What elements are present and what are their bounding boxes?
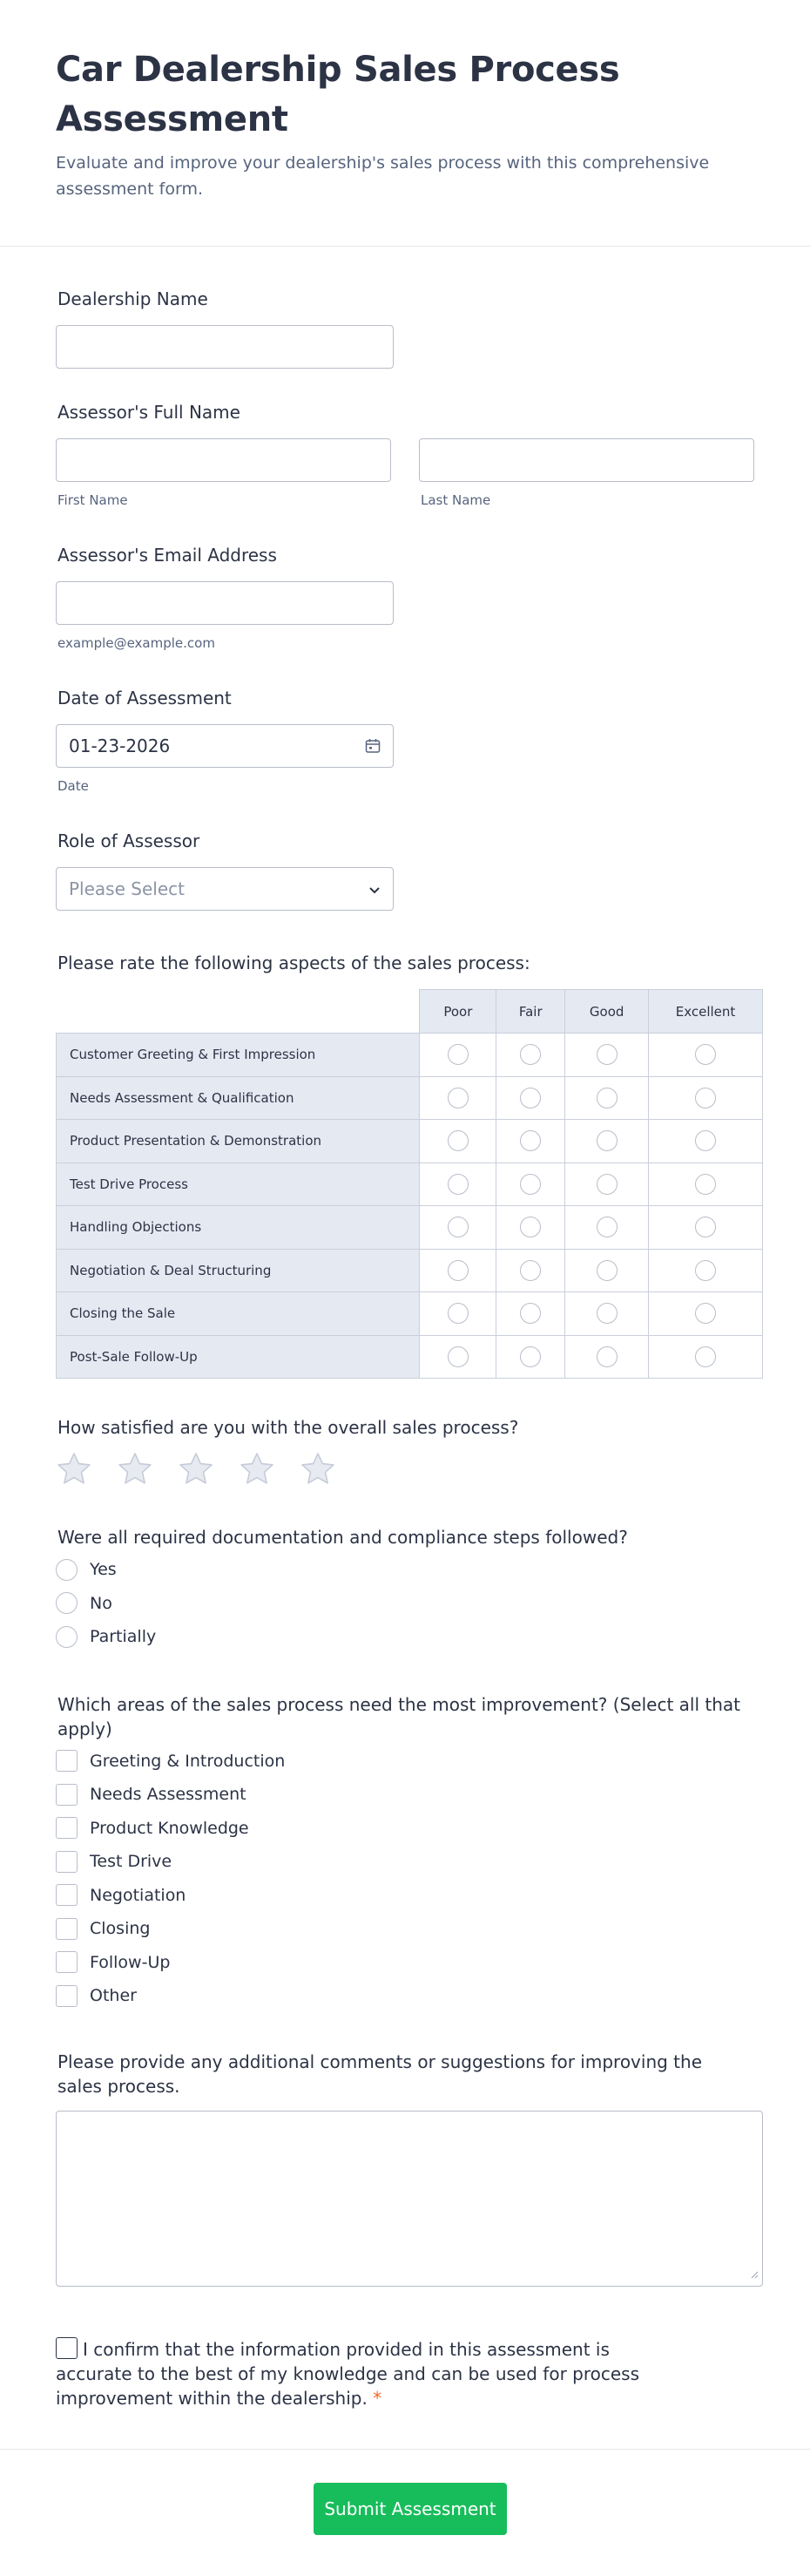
checkbox[interactable] bbox=[56, 1985, 78, 2007]
option-label: Greeting & Introduction bbox=[90, 1751, 286, 1771]
option-label: Closing bbox=[90, 1919, 151, 1939]
comments-textarea[interactable] bbox=[56, 2111, 763, 2287]
dealership-label: Dealership Name bbox=[57, 288, 208, 309]
improvement-options bbox=[56, 1745, 754, 2013]
date-field bbox=[56, 686, 754, 794]
radio-button[interactable] bbox=[56, 1592, 78, 1614]
rating-matrix-field bbox=[56, 951, 754, 1379]
form-header bbox=[0, 0, 810, 247]
improvement-field bbox=[56, 1692, 754, 2013]
calendar-icon[interactable] bbox=[365, 738, 381, 754]
assessor-name-field bbox=[56, 400, 754, 508]
matrix-radio[interactable] bbox=[448, 1174, 469, 1195]
matrix-radio[interactable] bbox=[448, 1260, 469, 1281]
matrix-row-label: Customer Greeting & First Impression bbox=[57, 1034, 420, 1077]
improvement-option[interactable] bbox=[56, 1946, 754, 1980]
documentation-label: Were all required documentation and compliance steps followed? bbox=[57, 1527, 628, 1548]
first-name-sublabel: First Name bbox=[57, 492, 128, 508]
matrix-radio[interactable] bbox=[448, 1303, 469, 1324]
matrix-radio[interactable] bbox=[597, 1088, 618, 1108]
confirm-field bbox=[56, 2337, 754, 2410]
matrix-radio[interactable] bbox=[520, 1217, 541, 1237]
matrix-radio[interactable] bbox=[597, 1346, 618, 1367]
matrix-radio[interactable] bbox=[695, 1044, 716, 1065]
matrix-row-label: Needs Assessment & Qualification bbox=[57, 1076, 420, 1120]
checkbox[interactable] bbox=[56, 1918, 78, 1940]
matrix-radio[interactable] bbox=[597, 1260, 618, 1281]
matrix-row bbox=[57, 1163, 763, 1206]
matrix-radio[interactable] bbox=[695, 1346, 716, 1367]
improvement-option[interactable] bbox=[56, 1879, 754, 1913]
matrix-radio[interactable] bbox=[520, 1088, 541, 1108]
matrix-col-header: Excellent bbox=[649, 990, 763, 1034]
matrix-row bbox=[57, 1120, 763, 1163]
role-field bbox=[56, 829, 754, 911]
matrix-radio[interactable] bbox=[520, 1303, 541, 1324]
matrix-radio[interactable] bbox=[695, 1130, 716, 1151]
matrix-radio[interactable] bbox=[597, 1130, 618, 1151]
matrix-radio[interactable] bbox=[597, 1044, 618, 1065]
star-icon[interactable] bbox=[239, 1452, 275, 1487]
last-name-sublabel: Last Name bbox=[421, 492, 491, 508]
matrix-radio[interactable] bbox=[520, 1260, 541, 1281]
documentation-options bbox=[56, 1553, 754, 1654]
documentation-field bbox=[56, 1525, 754, 1654]
matrix-row-label: Closing the Sale bbox=[57, 1292, 420, 1336]
date-value: 01-23-2026 bbox=[69, 736, 171, 756]
dealership-field bbox=[56, 287, 754, 369]
star-rating bbox=[56, 1452, 754, 1487]
matrix-row-label: Product Presentation & Demonstration bbox=[57, 1120, 420, 1163]
email-sublabel: example@example.com bbox=[57, 635, 215, 651]
matrix-col-header: Fair bbox=[496, 990, 565, 1034]
confirm-text bbox=[56, 2337, 683, 2410]
option-label: Yes bbox=[90, 1560, 117, 1580]
required-mark: * bbox=[373, 2387, 382, 2409]
checkbox[interactable] bbox=[56, 1851, 78, 1873]
matrix-row-label: Handling Objections bbox=[57, 1206, 420, 1250]
rating-matrix bbox=[56, 989, 763, 1379]
matrix-radio[interactable] bbox=[695, 1260, 716, 1281]
matrix-radio[interactable] bbox=[520, 1346, 541, 1367]
matrix-row bbox=[57, 1292, 763, 1336]
option-label: Other bbox=[90, 1986, 137, 2006]
matrix-row bbox=[57, 1249, 763, 1292]
satisfaction-label: How satisfied are you with the overall sales process? bbox=[57, 1417, 519, 1438]
matrix-radio[interactable] bbox=[597, 1174, 618, 1195]
star-icon[interactable] bbox=[56, 1452, 92, 1487]
checkbox[interactable] bbox=[56, 1951, 78, 1973]
email-input[interactable] bbox=[56, 581, 394, 625]
date-label: Date of Assessment bbox=[57, 688, 232, 708]
form-subtitle: Evaluate and improve your dealership's sales process with this comprehensive assessment form. bbox=[56, 153, 710, 199]
option-label: Follow-Up bbox=[90, 1952, 171, 1972]
matrix-row-label: Test Drive Process bbox=[57, 1163, 420, 1206]
matrix-row-label: Post-Sale Follow-Up bbox=[57, 1335, 420, 1379]
matrix-col-header: Good bbox=[565, 990, 649, 1034]
checkbox[interactable] bbox=[56, 1884, 78, 1906]
documentation-option[interactable] bbox=[56, 1553, 754, 1587]
improvement-option[interactable] bbox=[56, 1979, 754, 2013]
role-select[interactable] bbox=[56, 867, 394, 911]
comments-field bbox=[56, 2050, 754, 2287]
radio-button[interactable] bbox=[56, 1559, 78, 1581]
assessor-name-label: Assessor's Full Name bbox=[57, 402, 240, 423]
checkbox[interactable] bbox=[56, 1784, 78, 1806]
matrix-radio[interactable] bbox=[448, 1130, 469, 1151]
option-label: Negotiation bbox=[90, 1885, 186, 1905]
form-title: Car Dealership Sales Process Assessment bbox=[56, 50, 620, 139]
matrix-corner bbox=[57, 990, 420, 1034]
last-name-input[interactable] bbox=[419, 438, 754, 482]
option-label: No bbox=[90, 1593, 112, 1613]
confirm-checkbox[interactable] bbox=[56, 2337, 78, 2359]
improvement-option[interactable] bbox=[56, 1845, 754, 1879]
email-label: Assessor's Email Address bbox=[57, 545, 277, 566]
option-label: Needs Assessment bbox=[90, 1785, 246, 1805]
improvement-option[interactable] bbox=[56, 1812, 754, 1846]
role-placeholder: Please Select bbox=[69, 878, 185, 899]
matrix-radio[interactable] bbox=[695, 1174, 716, 1195]
role-label: Role of Assessor bbox=[57, 830, 200, 851]
option-label: Test Drive bbox=[90, 1852, 172, 1872]
matrix-label: Please rate the following aspects of the sales process: bbox=[57, 952, 530, 973]
comments-label: Please provide any additional comments or suggestions for improving the sales process. bbox=[57, 2051, 702, 2097]
matrix-row bbox=[57, 1335, 763, 1379]
improvement-option[interactable] bbox=[56, 1912, 754, 1946]
dealership-input[interactable] bbox=[56, 325, 394, 369]
option-label: Partially bbox=[90, 1627, 157, 1647]
star-icon[interactable] bbox=[300, 1452, 336, 1487]
date-input[interactable] bbox=[56, 724, 394, 768]
confirm-label: I confirm that the information provided in this assessment is accurate to the best of my knowledge and can be used for process improvement within the dealership. bbox=[56, 2338, 640, 2409]
matrix-radio[interactable] bbox=[695, 1217, 716, 1237]
submit-button[interactable]: Submit Assessment bbox=[314, 2483, 507, 2535]
email-field bbox=[56, 543, 754, 651]
matrix-radio[interactable] bbox=[448, 1044, 469, 1065]
resize-handle-icon[interactable] bbox=[750, 2266, 759, 2282]
date-sublabel: Date bbox=[57, 778, 89, 794]
first-name-input[interactable] bbox=[56, 438, 391, 482]
matrix-radio[interactable] bbox=[597, 1217, 618, 1237]
checkbox[interactable] bbox=[56, 1817, 78, 1839]
matrix-radio[interactable] bbox=[520, 1044, 541, 1065]
checkbox[interactable] bbox=[56, 1750, 78, 1772]
satisfaction-field bbox=[56, 1415, 754, 1487]
matrix-radio[interactable] bbox=[695, 1303, 716, 1324]
form-body bbox=[0, 287, 810, 2410]
matrix-row-label: Negotiation & Deal Structuring bbox=[57, 1249, 420, 1292]
matrix-row bbox=[57, 1034, 763, 1077]
matrix-radio[interactable] bbox=[448, 1088, 469, 1108]
improvement-option[interactable] bbox=[56, 1745, 754, 1779]
matrix-radio[interactable] bbox=[448, 1217, 469, 1237]
matrix-radio[interactable] bbox=[520, 1130, 541, 1151]
matrix-header-row bbox=[57, 990, 763, 1034]
matrix-radio[interactable] bbox=[520, 1174, 541, 1195]
star-icon[interactable] bbox=[178, 1452, 214, 1487]
matrix-row bbox=[57, 1076, 763, 1120]
star-icon[interactable] bbox=[117, 1452, 153, 1487]
improvement-option[interactable] bbox=[56, 1778, 754, 1812]
improvement-label: Which areas of the sales process need the most improvement? (Select all that apply) bbox=[57, 1693, 740, 1739]
matrix-radio[interactable] bbox=[695, 1088, 716, 1108]
documentation-option[interactable] bbox=[56, 1620, 754, 1654]
matrix-col-header: Poor bbox=[420, 990, 496, 1034]
documentation-option[interactable] bbox=[56, 1587, 754, 1621]
option-label: Product Knowledge bbox=[90, 1818, 249, 1838]
radio-button[interactable] bbox=[56, 1626, 78, 1648]
chevron-down-icon bbox=[368, 878, 381, 899]
matrix-radio[interactable] bbox=[448, 1346, 469, 1367]
matrix-row bbox=[57, 1206, 763, 1250]
form-footer bbox=[0, 2449, 810, 2576]
matrix-radio[interactable] bbox=[597, 1303, 618, 1324]
